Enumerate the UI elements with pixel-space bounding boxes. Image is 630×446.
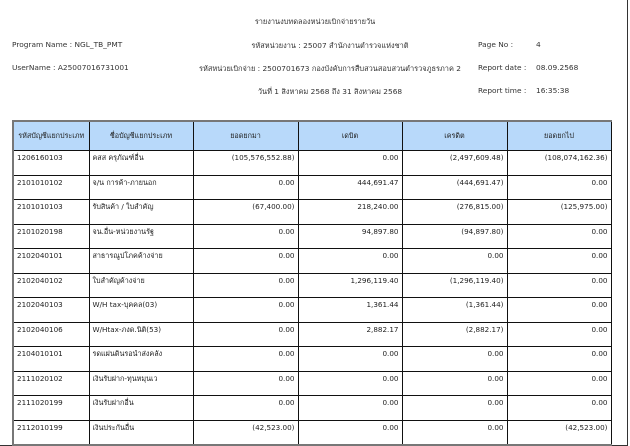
cell-closing-balance: 0.00	[507, 396, 611, 421]
report-time-label: Report time :	[478, 86, 527, 95]
cell-opening-balance: (105,576,552.88)	[193, 151, 298, 176]
col-header-account-code: รหัสบัญชีแยกประเภท	[13, 121, 89, 151]
cell-credit: 0.00	[402, 420, 507, 445]
cell-credit: (444,691.47)	[402, 175, 507, 200]
cell-debit: 0.00	[298, 371, 402, 396]
cell-account-code: 2101010103	[13, 200, 89, 225]
cell-debit: 0.00	[298, 249, 402, 274]
cell-account-code: 2102040106	[13, 322, 89, 347]
cell-credit: (1,361.44)	[402, 298, 507, 323]
cell-closing-balance: 0.00	[507, 273, 611, 298]
cell-account-name: คสส ครุภัณฑ์อื่น	[89, 151, 193, 176]
cell-opening-balance: 0.00	[193, 298, 298, 323]
col-header-credit: เครดิต	[402, 121, 507, 151]
table-row	[13, 151, 611, 176]
cell-debit: 2,882.17	[298, 322, 402, 347]
cell-opening-balance: 0.00	[193, 396, 298, 421]
table-row	[13, 322, 611, 347]
cell-credit: 0.00	[402, 371, 507, 396]
col-header-debit: เดบิต	[298, 121, 402, 151]
cell-opening-balance: (42,523.00)	[193, 420, 298, 445]
cell-account-name: W/H tax-บุคคล(03)	[89, 298, 193, 323]
table-row	[13, 371, 611, 396]
cell-account-code: 2101020198	[13, 224, 89, 249]
cell-account-code: 2104010101	[13, 347, 89, 372]
cell-closing-balance: (108,074,162.36)	[507, 151, 611, 176]
cell-closing-balance: (42,523.00)	[507, 420, 611, 445]
cell-debit: 0.00	[298, 151, 402, 176]
cell-account-name: W/Htax-ภงด.นิติ(53)	[89, 322, 193, 347]
cell-credit: 0.00	[402, 249, 507, 274]
cell-closing-balance: 0.00	[507, 249, 611, 274]
cell-credit: (1,296,119.40)	[402, 273, 507, 298]
cell-debit: 0.00	[298, 396, 402, 421]
cell-account-code: 2102040103	[13, 298, 89, 323]
cell-closing-balance: 0.00	[507, 322, 611, 347]
page-no-label: Page No :	[478, 40, 514, 49]
cell-debit: 0.00	[298, 420, 402, 445]
cell-closing-balance: 0.00	[507, 371, 611, 396]
cell-account-code: 2101010102	[13, 175, 89, 200]
page-no-value: 4	[536, 40, 541, 49]
col-header-opening-balance: ยอดยกมา	[193, 121, 298, 151]
cell-opening-balance: 0.00	[193, 371, 298, 396]
table-row	[13, 420, 611, 445]
cell-closing-balance: (125,975.00)	[507, 200, 611, 225]
cell-credit: (2,882.17)	[402, 322, 507, 347]
cell-account-name: จน.อื่น-หน่วยงานรัฐ	[89, 224, 193, 249]
cell-credit: (94,897.80)	[402, 224, 507, 249]
cell-debit: 1,296,119.40	[298, 273, 402, 298]
report-date-label: Report date :	[478, 63, 527, 72]
table-row	[13, 273, 611, 298]
cell-opening-balance: 0.00	[193, 175, 298, 200]
cell-closing-balance: 0.00	[507, 347, 611, 372]
cell-account-name: เงินรับฝากอื่น	[89, 396, 193, 421]
cell-account-name: รดแผ่นดินรอนำส่งคลัง	[89, 347, 193, 372]
cell-account-code: 2102040101	[13, 249, 89, 274]
cell-account-code: 2112010199	[13, 420, 89, 445]
period-line: วันที่ 1 สิงหาคม 2568 ถึง 31 สิงหาคม 2568	[257, 87, 403, 96]
table-row	[13, 347, 611, 372]
table-row	[13, 200, 611, 225]
cell-closing-balance: 0.00	[507, 298, 611, 323]
cell-opening-balance: 0.00	[193, 249, 298, 274]
cell-debit: 0.00	[298, 347, 402, 372]
cell-account-name: เงินรับฝาก-ทุนหมุนเว	[89, 371, 193, 396]
cell-debit: 1,361.44	[298, 298, 402, 323]
cell-debit: 94,897.80	[298, 224, 402, 249]
cell-account-name: สาธารณูปโภคค้างจ่าย	[89, 249, 193, 274]
cell-opening-balance: (67,400.00)	[193, 200, 298, 225]
report-time-value: 16:35:38	[536, 86, 570, 95]
cell-credit: (276,815.00)	[402, 200, 507, 225]
user-name: UserName : A25007016731001	[12, 63, 129, 72]
trial-balance-table	[12, 120, 612, 446]
cell-opening-balance: 0.00	[193, 273, 298, 298]
table-row	[13, 396, 611, 421]
col-header-account-name: ชื่อบัญชีแยกประเภท	[89, 121, 193, 151]
table-row	[13, 224, 611, 249]
disbursing-unit-line: รหัสหน่วยเบิกจ่าย : 2500701673 กองบังคับการสืบสวนสอบสวนตำรวจภูธรภาค 2	[199, 64, 461, 73]
cell-opening-balance: 0.00	[193, 347, 298, 372]
cell-account-code: 2111020199	[13, 396, 89, 421]
table-row	[13, 249, 611, 274]
table-header-row	[13, 121, 611, 151]
cell-account-name: จ/น การค้า-ภายนอก	[89, 175, 193, 200]
cell-closing-balance: 0.00	[507, 224, 611, 249]
cell-account-code: 2102040102	[13, 273, 89, 298]
cell-account-name: ใบสำคัญค้างจ่าย	[89, 273, 193, 298]
table-row	[13, 298, 611, 323]
cell-credit: 0.00	[402, 347, 507, 372]
cell-account-name: เงินประกันอื่น	[89, 420, 193, 445]
program-name: Program Name : NGL_TB_PMT	[12, 40, 123, 49]
cell-account-code: 2111020102	[13, 371, 89, 396]
report-date-value: 08.09.2568	[536, 63, 579, 72]
table-row	[13, 175, 611, 200]
cell-credit: (2,497,609.48)	[402, 151, 507, 176]
cell-account-name: รับสินค้า / ใบสำคัญ	[89, 200, 193, 225]
cell-debit: 444,691.47	[298, 175, 402, 200]
cell-credit: 0.00	[402, 396, 507, 421]
report-title: รายงานงบทดลองหน่วยเบิกจ่ายรายวัน	[254, 17, 376, 26]
cell-debit: 218,240.00	[298, 200, 402, 225]
cell-opening-balance: 0.00	[193, 224, 298, 249]
col-header-closing-balance: ยอดยกไป	[507, 121, 611, 151]
cell-account-code: 1206160103	[13, 151, 89, 176]
cell-closing-balance: 0.00	[507, 175, 611, 200]
cell-opening-balance: 0.00	[193, 322, 298, 347]
table-body	[13, 151, 611, 446]
agency-line: รหัสหน่วยงาน : 25007 สำนักงานตำรวจแห่งชาติ	[251, 41, 409, 50]
